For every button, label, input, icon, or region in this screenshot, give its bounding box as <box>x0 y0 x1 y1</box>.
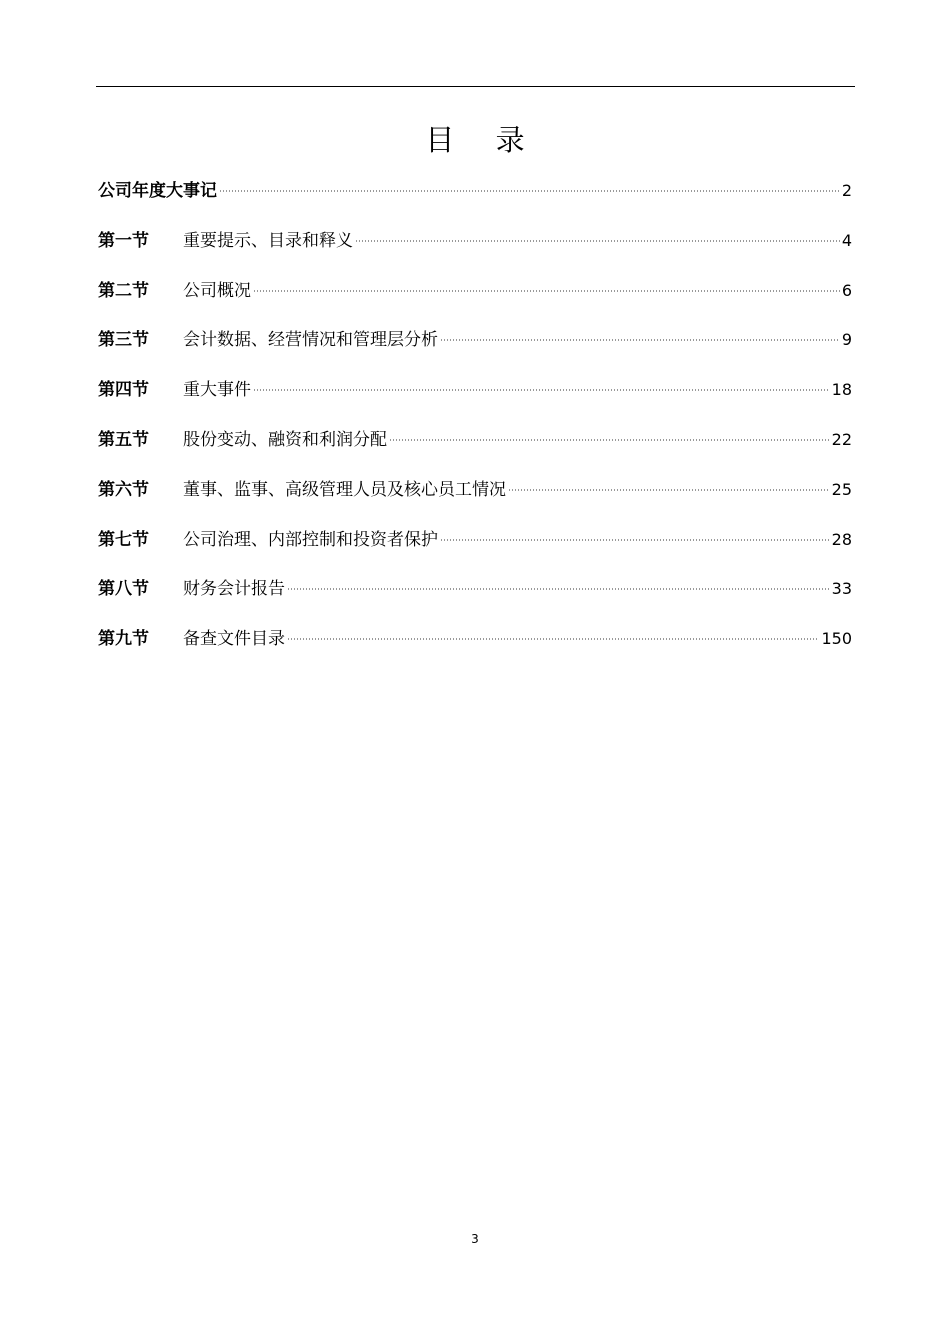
toc-entry-page: 4 <box>841 230 852 250</box>
toc-entry-title: 董事、监事、高级管理人员及核心员工情况 <box>183 479 506 500</box>
toc-entry-section-1[interactable] <box>98 225 852 275</box>
toc-entry-title: 重要提示、目录和释义 <box>183 230 353 251</box>
toc-entry-section: 第八节 <box>98 579 149 600</box>
toc-entry-title: 公司概况 <box>183 280 251 301</box>
toc-entry-title: 公司治理、内部控制和投资者保护 <box>183 529 438 550</box>
toc-dot-leader <box>389 439 830 441</box>
toc-entry-section: 第四节 <box>98 380 149 401</box>
toc-entry-section-9[interactable] <box>98 623 852 673</box>
toc-entry-section: 第九节 <box>98 629 149 650</box>
toc-entry-section-5[interactable] <box>98 424 852 474</box>
page-number: 3 <box>471 1232 479 1246</box>
toc-entry-annual-events[interactable] <box>98 175 852 225</box>
toc-entry-page: 22 <box>831 429 852 449</box>
toc-entry-section-4[interactable] <box>98 374 852 424</box>
toc-dot-leader <box>440 539 830 541</box>
toc-entry-title: 股份变动、融资和利润分配 <box>183 429 387 450</box>
toc-dot-leader <box>355 240 840 242</box>
toc-entry-title: 备查文件目录 <box>183 629 285 650</box>
toc-entry-section-6[interactable] <box>98 474 852 524</box>
toc-entry-section-8[interactable] <box>98 573 852 623</box>
toc-entry-section: 第七节 <box>98 529 149 550</box>
toc-entry-title: 会计数据、经营情况和管理层分析 <box>183 330 438 351</box>
toc-entry-section: 第六节 <box>98 479 149 500</box>
toc-entry-section-2[interactable] <box>98 275 852 325</box>
toc-entry-page: 33 <box>831 579 852 599</box>
toc-dot-leader <box>287 638 819 640</box>
toc-entry-page: 18 <box>831 380 852 400</box>
toc-entry-section: 第二节 <box>98 280 149 301</box>
toc-dot-leader <box>253 389 830 391</box>
toc-entry-section-7[interactable] <box>98 524 852 574</box>
toc-entry-page: 28 <box>831 529 852 549</box>
toc-entry-title: 公司年度大事记 <box>98 181 217 201</box>
toc-entry-title: 财务会计报告 <box>183 579 285 600</box>
toc-entry-section: 第五节 <box>98 429 149 450</box>
toc-dot-leader <box>508 489 830 491</box>
toc-entry-title: 重大事件 <box>183 380 251 401</box>
toc-entry-page: 150 <box>821 629 852 649</box>
toc-entry-section-3[interactable] <box>98 324 852 374</box>
toc-entry-section: 第一节 <box>98 230 149 251</box>
toc-dot-leader <box>219 190 840 192</box>
toc-dot-leader <box>287 588 830 590</box>
toc-entry-page: 2 <box>841 181 852 200</box>
table-of-contents <box>98 175 852 673</box>
toc-entry-page: 6 <box>841 280 852 300</box>
toc-dot-leader <box>253 290 840 292</box>
toc-entry-section: 第三节 <box>98 330 149 351</box>
toc-entry-page: 25 <box>831 479 852 499</box>
page-title: 目 录 <box>425 123 541 157</box>
toc-dot-leader <box>440 339 840 341</box>
header-rule <box>96 86 855 87</box>
toc-entry-page: 9 <box>841 330 852 350</box>
